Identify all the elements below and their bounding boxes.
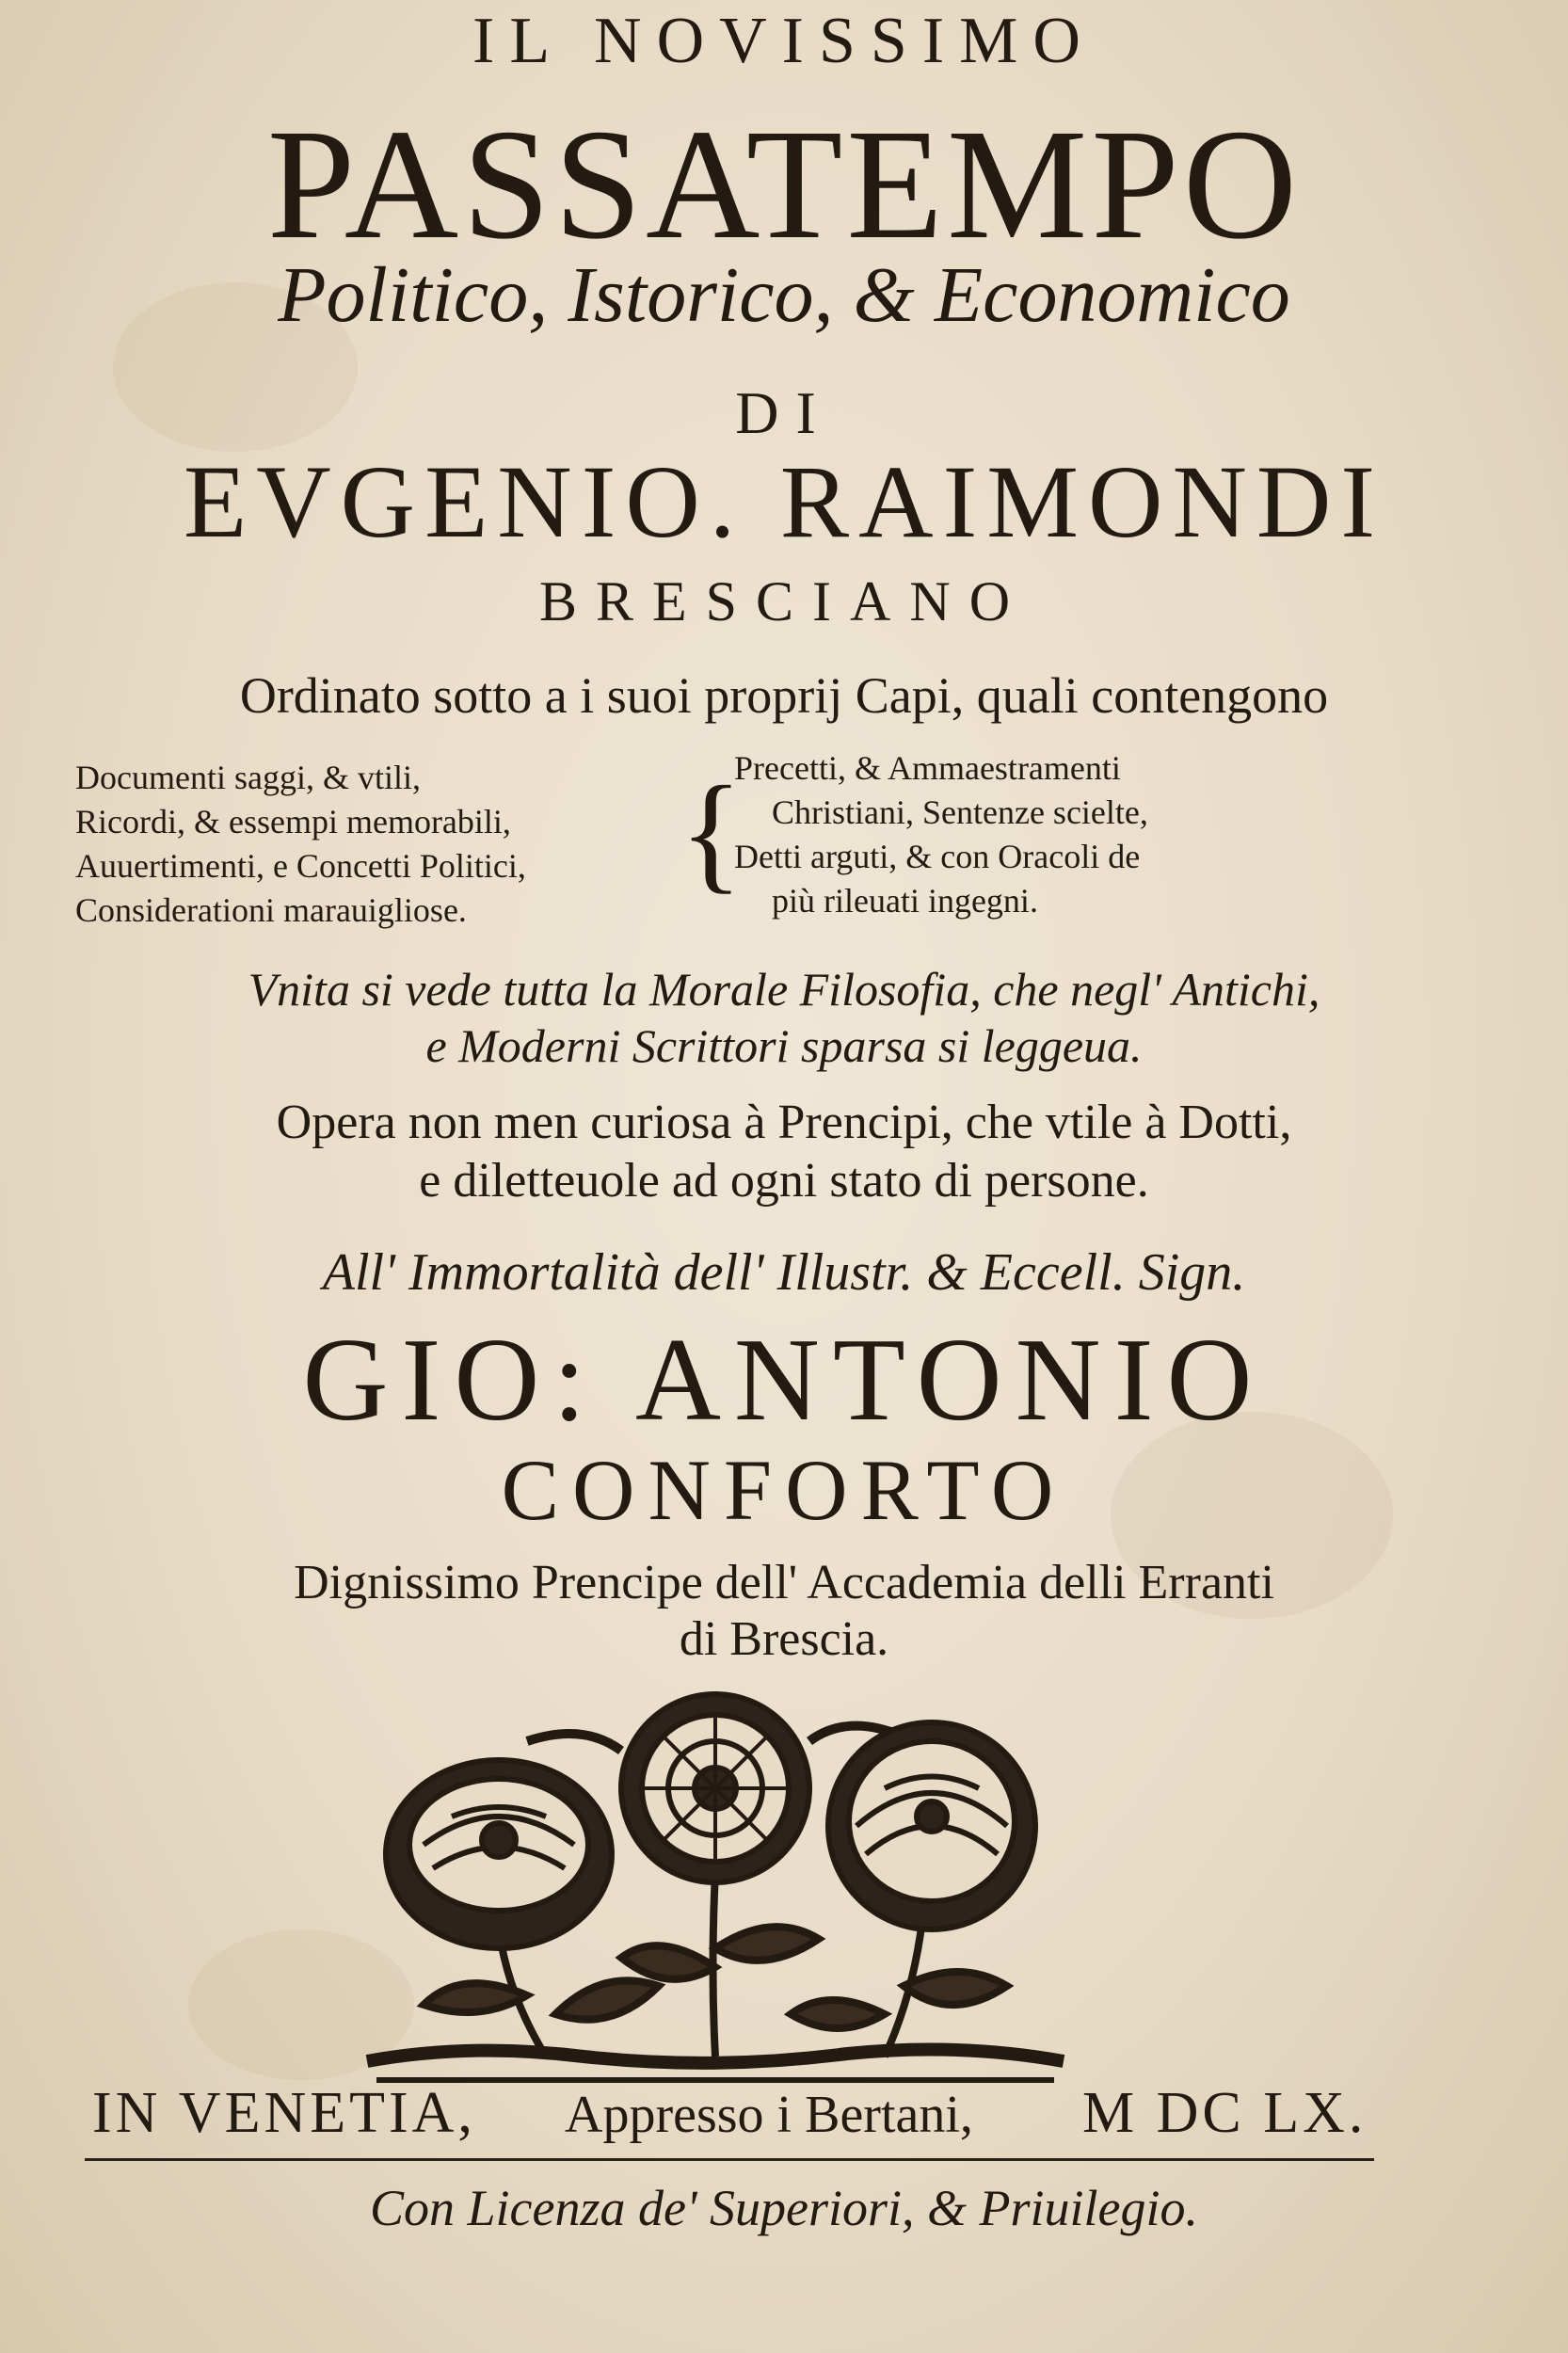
ordinato-line: Ordinato sotto a i suoi proprij Capi, quali contengono	[239, 667, 1329, 724]
flower-middle	[621, 1694, 809, 1882]
opera-line-2: e diletteuole ad ogni stato di persone.	[419, 1154, 1149, 1208]
dedicatee-name: GIO: ANTONIO	[302, 1315, 1266, 1446]
imprint-printer: Appresso i Bertani,	[565, 2086, 973, 2144]
right-col-line: Christiani, Sentenze scielte,	[772, 793, 1148, 831]
flower-woodcut-ornament	[358, 1685, 1073, 2099]
vnita-line-1: Vnita si vede tutta la Morale Filosofia, che negl' Antichi,	[248, 963, 1320, 1016]
subtitle: Politico, Istorico, & Economico	[278, 251, 1290, 339]
flower-right	[828, 1722, 1035, 1929]
imprint-place: IN VENETIA,	[92, 2081, 476, 2145]
author-name: EVGENIO. RAIMONDI	[184, 444, 1384, 559]
license-line: Con Licenza de' Superiori, & Priuilegio.	[369, 2180, 1198, 2236]
flower-left	[386, 1760, 612, 1948]
left-col-line: Considerationi marauigliose.	[75, 891, 467, 929]
curly-brace-icon: {	[680, 760, 744, 905]
right-col-line: più rileuati ingegni.	[772, 882, 1038, 920]
author-origin: BRESCIANO	[538, 570, 1030, 632]
right-col-line: Precetti, & Ammaestramenti	[734, 749, 1121, 787]
prencipe-line-2: di Brescia.	[679, 1612, 889, 1666]
heading-il-novissimo: IL NOVISSIMO	[472, 5, 1096, 77]
left-col-line: Ricordi, & essempi memorabili,	[75, 803, 511, 840]
dedication-line: All' Immortalità dell' Illustr. & Eccell. Sign.	[322, 1243, 1246, 1302]
prencipe-line-1: Dignissimo Prencipe dell' Accademia delli Erranti	[294, 1556, 1274, 1609]
left-col-line: Auuertimenti, e Concetti Politici,	[75, 847, 526, 885]
left-col-line: Documenti saggi, & vtili,	[75, 759, 421, 796]
right-col-line: Detti arguti, & con Oracoli de	[734, 838, 1141, 875]
opera-line-1: Opera non men curiosa à Prencipi, che vtile à Dotti,	[276, 1096, 1292, 1149]
dedicatee-surname: CONFORTO	[501, 1442, 1067, 1538]
imprint-rule	[85, 2158, 1374, 2161]
imprint-year: M DC LX.	[1082, 2081, 1368, 2145]
vnita-line-2: e Moderni Scrittori sparsa si leggeua.	[425, 1019, 1143, 1072]
heading-passatempo: PASSATEMPO	[266, 97, 1302, 272]
heading-di: DI	[735, 379, 833, 446]
